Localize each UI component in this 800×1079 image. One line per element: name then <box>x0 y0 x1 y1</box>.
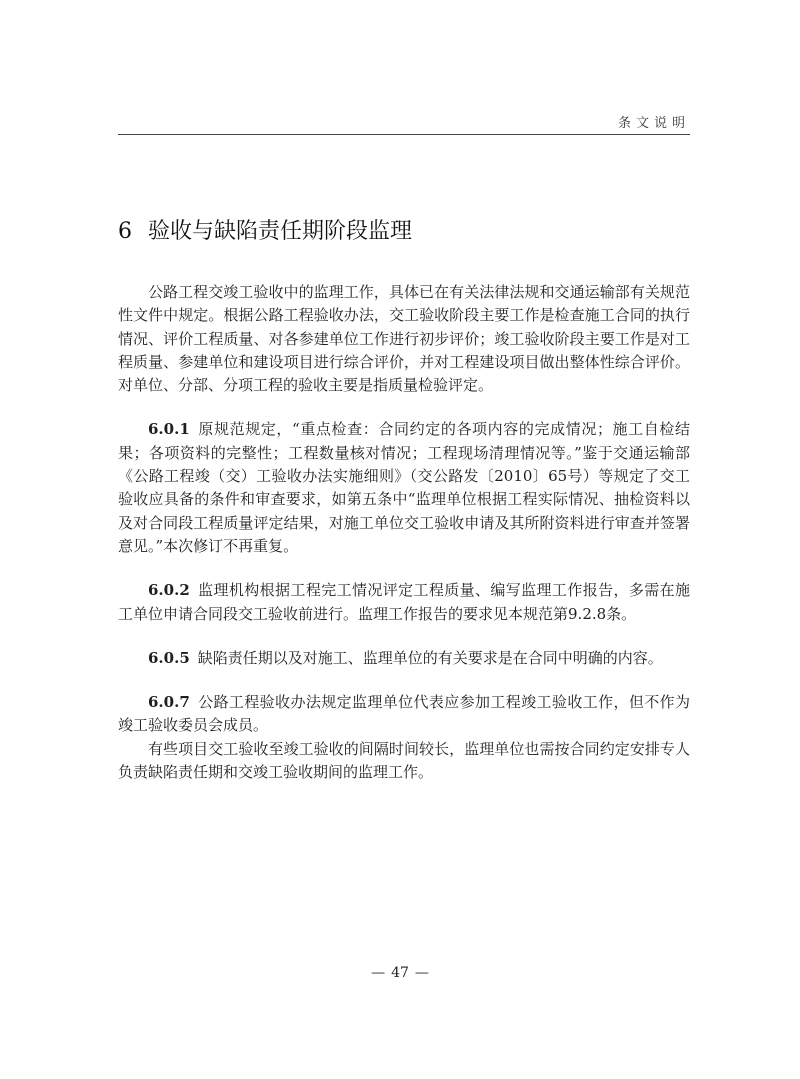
clause-number: 6.0.2 <box>148 581 190 600</box>
clause-number: 6.0.1 <box>148 420 190 439</box>
clause-6-0-2 <box>118 579 690 626</box>
chapter-title: 验收与缺陷责任期阶段监理 <box>148 219 413 244</box>
clause-text: 公路工程验收办法规定监理单位代表应参加工程竣工验收工作，但不作为竣工验收委员会成员。 <box>118 693 690 735</box>
clause-6-0-1 <box>118 418 690 558</box>
folio-dash-left: — <box>371 965 386 981</box>
running-head: 条文说明 <box>617 116 690 131</box>
clause-text: 缺陷责任期以及对施工、监理单位的有关要求是在合同中明确的内容。 <box>197 648 663 667</box>
clause-number: 6.0.5 <box>148 648 190 667</box>
folio-dash-right: — <box>414 965 429 981</box>
page-footer <box>0 965 800 981</box>
clause-6-0-7 <box>118 691 690 738</box>
page-number: 47 <box>391 965 409 981</box>
intro-paragraph: 公路工程交竣工验收中的监理工作，具体已在有关法律法规和交通运输部有关规范性文件中规定。根据公路工程验收办法，交工验收阶段主要工作是检查施工合同的执行情况、评价工程质量、对各参建单位工作进行初步评价；竣工验收阶段主要工作是对工程质量、参建单位和建设项目进行综合评价，并对工程建设项目做出整体性综合评价。对单位、分部、分项工程的验收主要是指质量检验评定。 <box>118 283 690 395</box>
header-rule <box>118 134 690 135</box>
chapter-number: 6 <box>118 219 132 244</box>
article-body <box>118 281 690 784</box>
clause-text: 原规范规定，“重点检查：合同约定的各项内容的完成情况；施工自检结果；各项资料的完整性；工程数量核对情况；工程现场清理情况等。”鉴于交通运输部《公路工程竣（交）工验收办法实施细则》（交公路发〔2010〕65号）等规定了交工验收应具备的条件和审查要求，如第五条中“监理单位根据工程实际情况、抽检资料以及对合同段工程质量评定结果，对施工单位交工验收申请及其所附资料进行审查并签署意见。”本次修订不再重复。 <box>118 420 690 555</box>
chapter-heading <box>118 214 412 245</box>
clause-6-0-5 <box>118 647 690 670</box>
clause-number: 6.0.7 <box>148 693 190 712</box>
clause-6-0-7-continuation: 有些项目交工验收至竣工验收的间隔时间较长，监理单位也需按合同约定安排专人负责缺陷责任期和交竣工验收期间的监理工作。 <box>118 739 690 782</box>
clause-text: 监理机构根据工程完工情况评定工程质量、编写监理工作报告，多需在施工单位申请合同段交工验收前进行。监理工作报告的要求见本规范第9.2.8条。 <box>118 581 690 623</box>
